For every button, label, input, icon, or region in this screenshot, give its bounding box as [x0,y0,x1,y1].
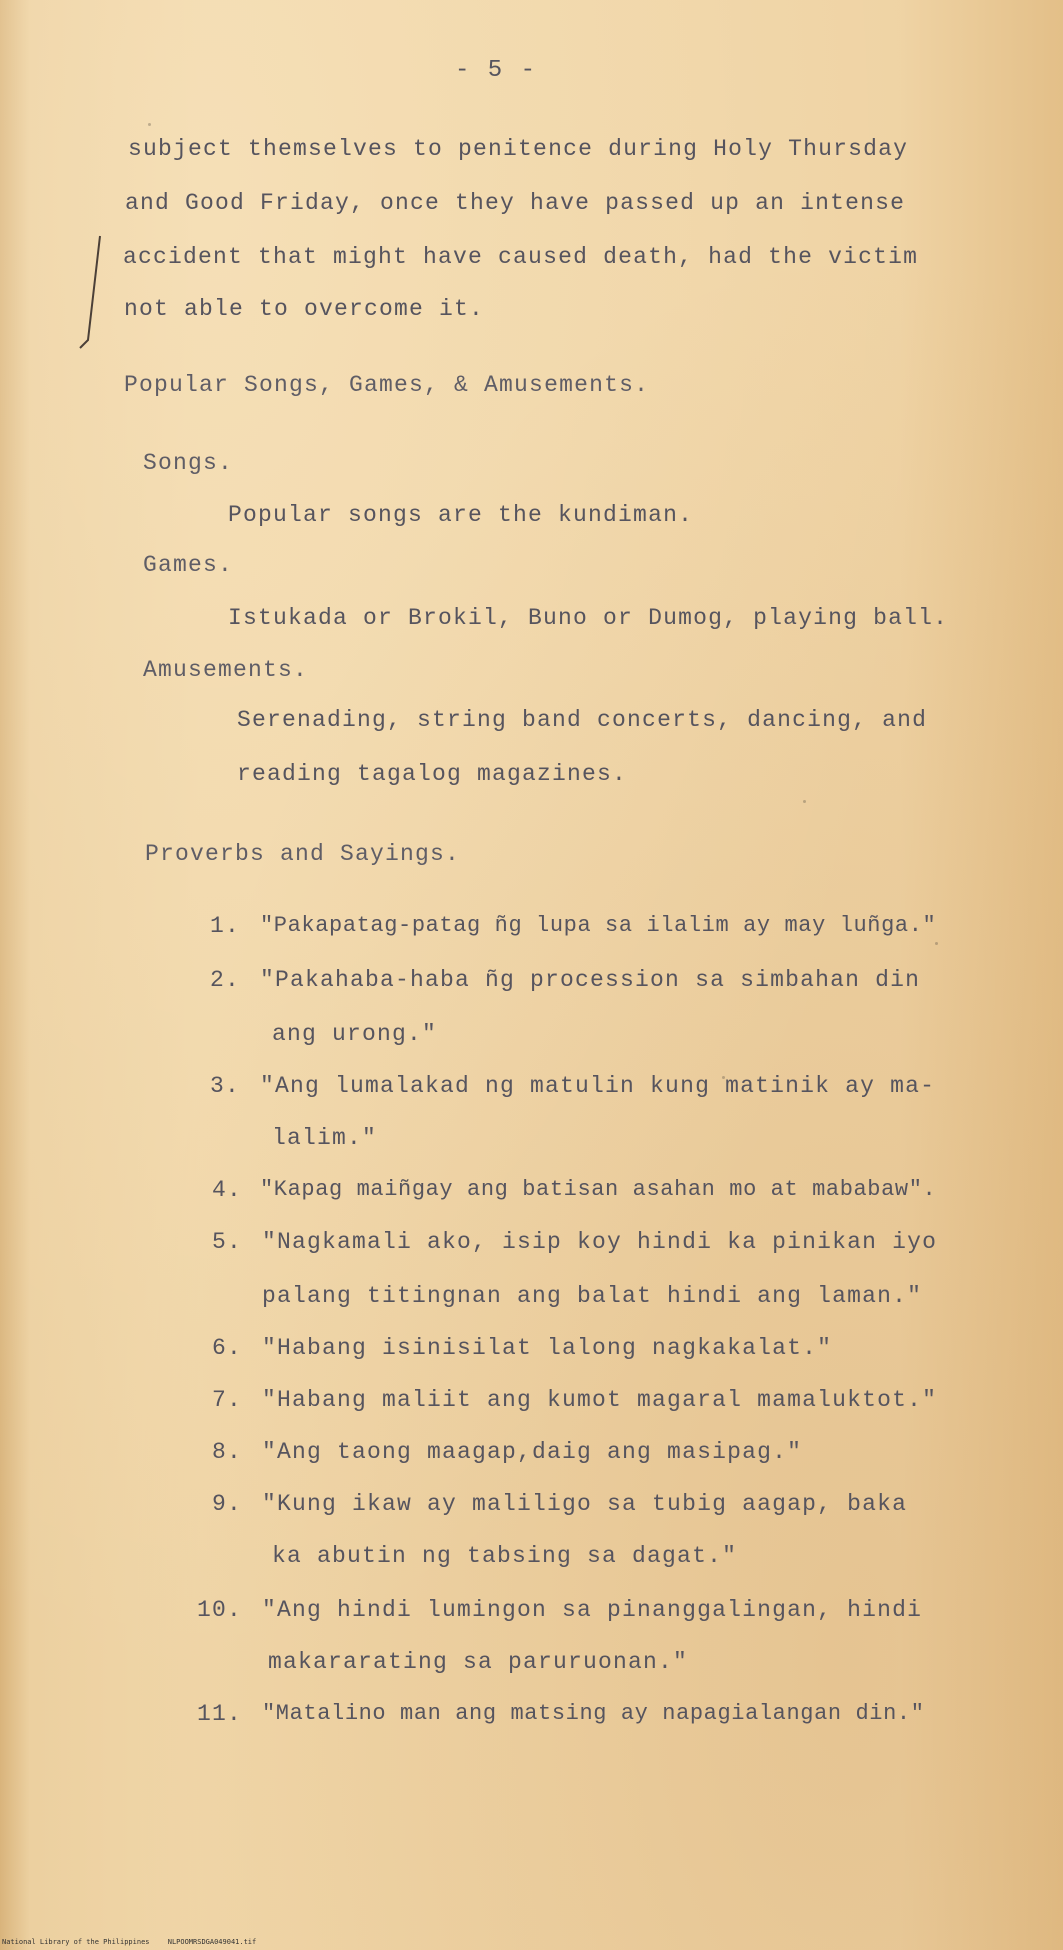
proverb-line: "Ang taong maagap,daig ang masipag." [262,1439,803,1465]
paper-speck [148,123,151,126]
games-heading: Games. [143,552,234,578]
proverb-line: "Kung ikaw ay maliligo sa tubig aagap, baka [262,1491,908,1517]
scan-footer [2,1938,270,1946]
proverbs-heading: Proverbs and Sayings. [145,841,461,867]
proverb-number: 4. [212,1177,243,1203]
songs-text: Popular songs are the kundiman. [228,502,694,528]
proverb-line: "Habang isinisilat lalong nagkakalat." [262,1335,833,1361]
proverb-number: 11. [197,1701,243,1727]
paper-speck [722,1076,725,1079]
games-text: Istukada or Brokil, Buno or Dumog, playing ball. [228,605,949,631]
amusements-text: reading tagalog magazines. [237,761,628,787]
footer-file: NLPOOMRSDGA049041.tif [167,1938,257,1946]
proverb-number: 8. [212,1439,243,1465]
proverb-number: 5. [212,1229,243,1255]
proverb-number: 7. [212,1387,243,1413]
page-number: - 5 - [455,57,538,84]
proverb-number: 6. [212,1335,243,1361]
proverb-line: "Pakapatag-patag ñg lupa sa ilalim ay may luñga." [260,913,937,938]
proverb-number: 1. [210,913,241,939]
proverb-line: "Nagkamali ako, isip koy hindi ka pinikan iyo [262,1229,938,1255]
proverb-line: "Ang lumalakad ng matulin kung matinik ay ma- [260,1073,936,1099]
paper-speck [935,942,938,945]
amusements-heading: Amusements. [143,657,309,683]
proverb-line: "Habang maliit ang kumot magaral mamaluktot." [262,1387,938,1413]
proverb-number: 2. [210,967,241,993]
songs-heading: Songs. [143,450,234,476]
section-heading: Popular Songs, Games, & Amusements. [124,372,650,398]
intro-line: accident that might have caused death, had the victim [123,244,919,270]
proverb-line: "Pakahaba-haba ñg procession sa simbahan din [260,967,921,993]
intro-line: and Good Friday, once they have passed up an intense [125,190,906,216]
amusements-text: Serenading, string band concerts, dancing, and [237,707,928,733]
proverb-number: 10. [197,1597,243,1623]
proverb-line: lalim." [272,1125,378,1151]
proverb-line: makararating sa paruruonan." [268,1649,689,1675]
proverb-line: "Matalino man ang matsing ay napagialangan din." [262,1701,925,1726]
paper-speck [803,800,806,803]
proverb-line: palang titingnan ang balat hindi ang laman." [262,1283,923,1309]
intro-line: not able to overcome it. [124,296,485,322]
intro-line: subject themselves to penitence during Holy Thursday [128,136,909,162]
proverb-line: "Ang hindi lumingon sa pinanggalingan, hindi [262,1597,923,1623]
proverb-number: 9. [212,1491,243,1517]
margin-pencil-mark [78,232,108,352]
proverb-line: ka abutin ng tabsing sa dagat." [272,1543,738,1569]
proverb-number: 3. [210,1073,241,1099]
proverb-line: ang urong." [272,1021,438,1047]
proverb-line: "Kapag maiñgay ang batisan asahan mo at mababaw". [260,1177,937,1202]
footer-library: National Library of the Philippines [2,1938,150,1946]
